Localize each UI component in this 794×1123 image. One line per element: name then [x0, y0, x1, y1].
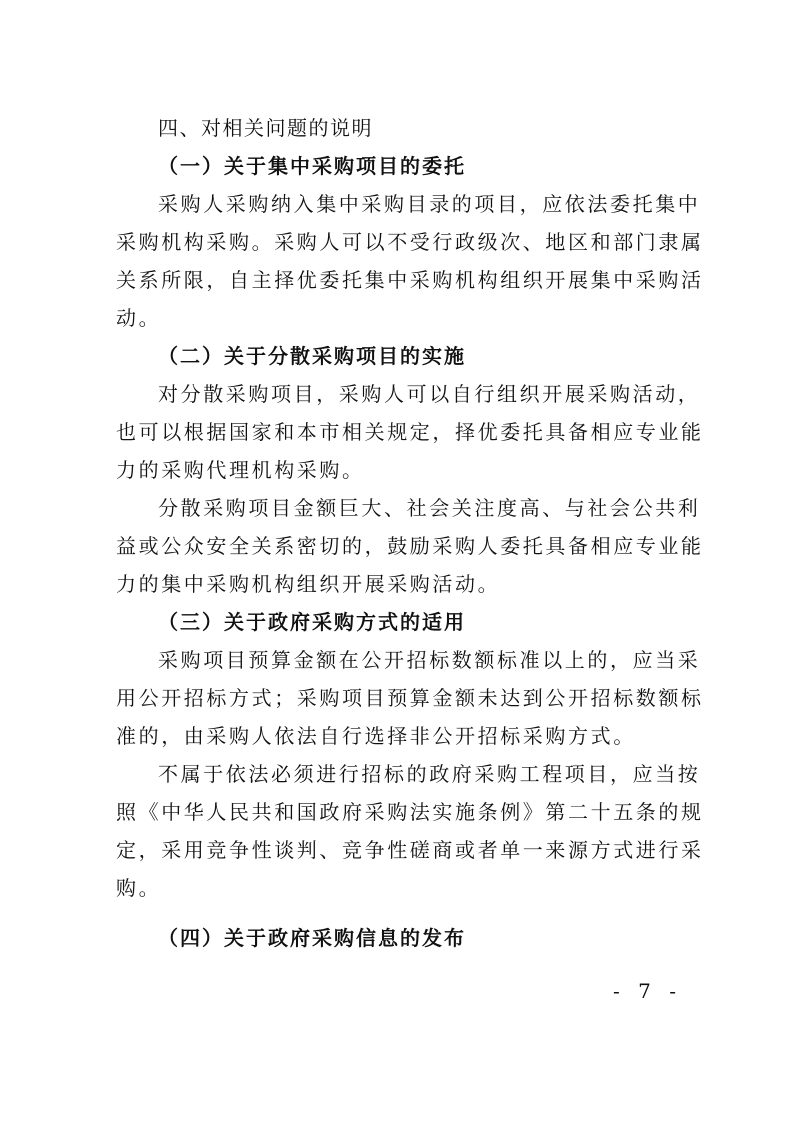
subsection-title-1: （一）关于集中采购项目的委托 [158, 154, 466, 178]
subsection-title-4: （四）关于政府采购信息的发布 [158, 926, 466, 950]
paragraph-line: 购。 [116, 876, 162, 900]
paragraph-line: 力的采购代理机构采购。 [116, 458, 365, 482]
paragraph-line: 益或公众安全关系密切的，鼓励采购人委托具备相应专业能 [116, 534, 704, 558]
paragraph-line: 不属于依法必须进行招标的政府采购工程项目，应当按 [158, 762, 701, 786]
paragraph-line: 采购机构采购。采购人可以不受行政级次、地区和部门隶属 [116, 230, 704, 254]
paragraph-line: 用公开招标方式；采购项目预算金额未达到公开招标数额标 [116, 686, 704, 710]
section-heading: 四、对相关问题的说明 [158, 116, 373, 140]
paragraph-line: 力的集中采购机构组织开展采购活动。 [116, 572, 501, 596]
page-number: - 7 - [613, 979, 682, 1003]
paragraph-line: 关系所限，自主择优委托集中采购机构组织开展集中采购活 [116, 268, 704, 292]
subsection-title-3: （三）关于政府采购方式的适用 [158, 610, 466, 634]
subsection-title-2: （二）关于分散采购项目的实施 [158, 344, 466, 368]
paragraph-line: 动。 [116, 306, 162, 330]
paragraph-line: 分散采购项目金额巨大、社会关注度高、与社会公共利 [158, 496, 701, 520]
paragraph-line: 定，采用竞争性谈判、竞争性磋商或者单一来源方式进行采 [116, 838, 704, 862]
paragraph-line: 采购项目预算金额在公开招标数额标准以上的，应当采 [158, 648, 701, 672]
paragraph-line: 准的，由采购人依法自行选择非公开招标采购方式。 [116, 724, 636, 748]
paragraph-line: 也可以根据国家和本市相关规定，择优委托具备相应专业能 [116, 420, 704, 444]
paragraph-line: 对分散采购项目，采购人可以自行组织开展采购活动， [158, 382, 701, 406]
paragraph-line: 照《中华人民共和国政府采购法实施条例》第二十五条的规 [116, 800, 704, 824]
paragraph-line: 采购人采购纳入集中采购目录的项目，应依法委托集中 [158, 192, 701, 216]
